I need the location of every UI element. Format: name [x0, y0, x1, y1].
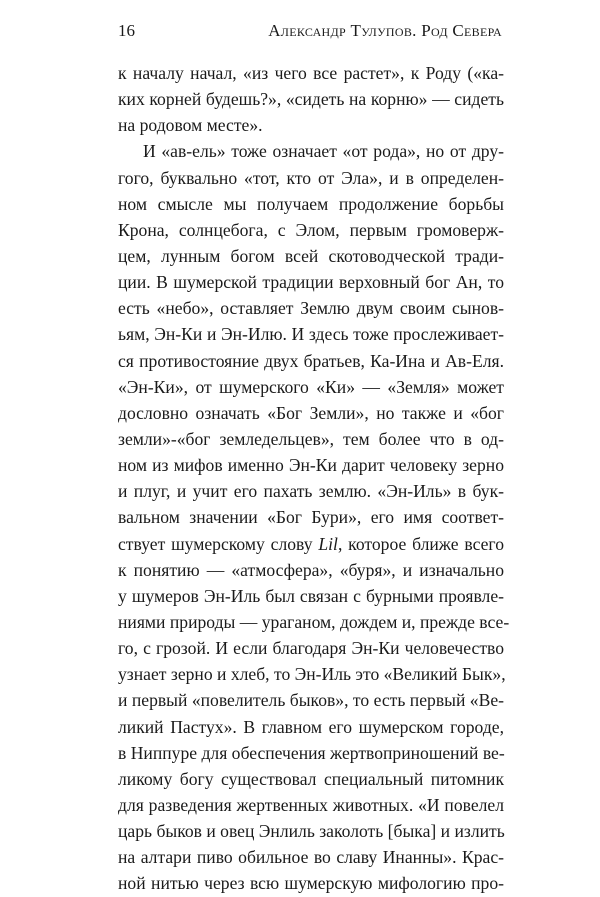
italic-term: Lil — [318, 533, 338, 554]
text-line: «Эн-Ки», от шумерского «Ки» — «Земля» может — [118, 376, 504, 397]
text-line: к понятию — «атмосфера», «буря», и изначально — [118, 559, 504, 580]
text-line: для разведения жертвенных животных. «И повелел — [118, 794, 504, 815]
text-line: на родовом месте». — [118, 115, 263, 136]
text-line: и первый «повелитель быков», то есть первый «Ве- — [118, 690, 504, 711]
text-line: Крона, солнцебога, с Элом, первым громоверж- — [118, 219, 504, 240]
text-line: царь быков и овец Энлиль заколоть [быка] и излить — [118, 821, 505, 842]
text-line: ся противостояние двух братьев, Ка-Ина и Ав-Еля. — [118, 350, 504, 371]
text-line: в Ниппуре для обеспечения жертвоприношений ве- — [118, 742, 505, 763]
text-line: го, с грозой. И если благодаря Эн-Ки человечество — [118, 638, 504, 659]
text-line: земли»-«бог земледельцев», тем более что в од- — [118, 428, 504, 449]
text-line: ном из мифов именно Эн-Ки дарит человеку зерно — [118, 455, 504, 476]
paragraph-start-line: И «ав-ель» тоже означает «от рода», но от дру- — [143, 141, 504, 162]
text-line-with-italic: ствует шумерскому слову Lil, которое ближе всего — [118, 533, 504, 554]
text-line: гого, буквально «тот, кто от Эла», и в определен- — [118, 167, 504, 188]
text-line: ких корней будешь?», «сидеть на корню» — сидеть — [118, 89, 504, 110]
text-line: и плуг, и учит его пахать землю. «Эн-Иль» в бук- — [118, 481, 504, 502]
text-line: у шумеров Эн-Иль был связан с бурными проявле- — [118, 585, 504, 606]
text-line: на алтари пиво обильное во славу Инанны». Крас- — [118, 847, 504, 868]
text-line: дословно означать «Бог Земли», но также и «бог — [118, 402, 504, 423]
text-line: вальном значении «Бог Бури», его имя соответ- — [118, 507, 504, 528]
text-line: есть «небо», оставляет Землю двум своим сынов- — [118, 298, 504, 319]
text-line: ном смысле мы получаем продолжение борьбы — [118, 193, 504, 214]
text-line: цем, лунным богом всей скотоводческой тради- — [118, 245, 504, 266]
text-line: ликий Пастух». В главном его шумерском городе, — [118, 716, 504, 737]
text-line: ции. В шумерской традиции верховный бог Ан, то — [118, 272, 504, 293]
text-line: ной нитью через всю шумерскую мифологию про- — [118, 873, 504, 894]
text-line: узнает зерно и хлеб, то Эн-Иль это «Великий Бык», — [118, 664, 506, 685]
text-line: ьям, Эн-Ки и Эн-Илю. И здесь тоже прослеживает- — [118, 324, 504, 345]
running-title: Александр Тулупов. Род Севера — [268, 21, 502, 40]
text-line: ликому богу существовал специальный питомник — [118, 768, 504, 789]
running-head — [118, 18, 502, 44]
text-line: ниями природы — ураганом, дождем и, прежде все- — [118, 611, 510, 632]
body-text — [118, 60, 510, 897]
page-number: 16 — [118, 21, 135, 40]
text-line: к началу начал, «из чего все растет», к Роду («ка- — [118, 63, 504, 83]
